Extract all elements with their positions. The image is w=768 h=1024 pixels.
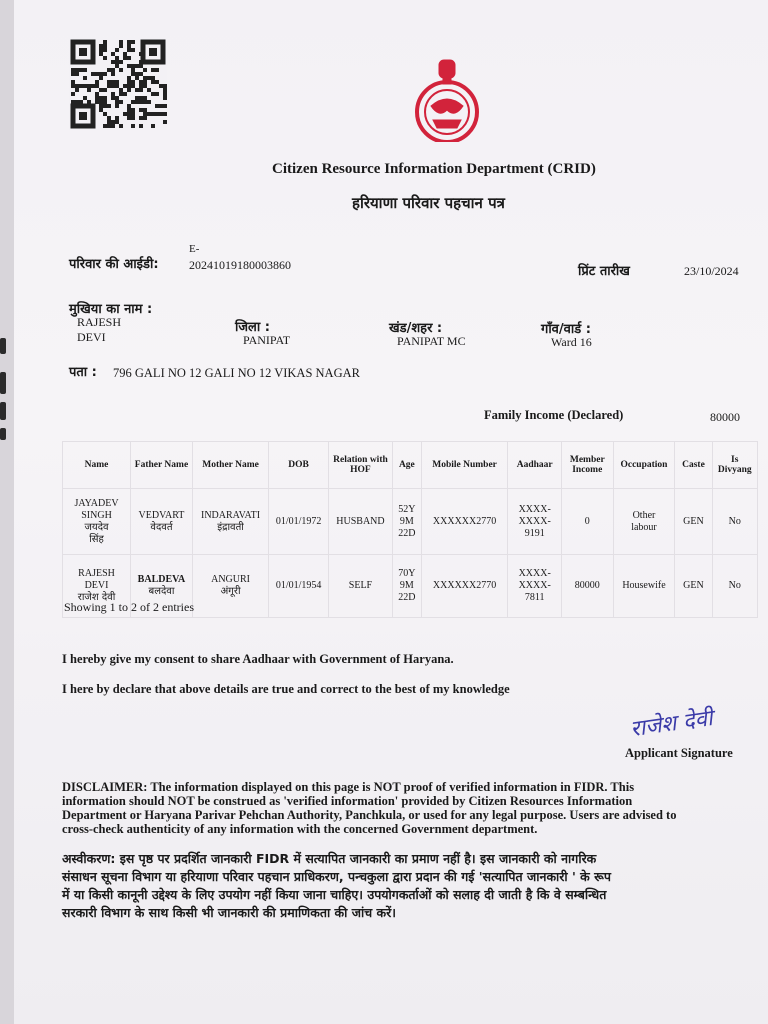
member-mobile: XXXXXX2770 [421,489,508,555]
member-name: JAYADEV SINGH जयदेव सिंह [63,489,131,555]
member-aadhaar: XXXX- XXXX- 9191 [508,489,562,555]
col-header-caste: Caste [675,442,712,489]
family-members-table [62,441,758,618]
family-id-value: 20241019180003860 [189,258,291,272]
block-label: खंड/शहर : [389,321,443,336]
applicant-handwritten-signature [626,692,742,744]
card-title-hindi: हरियाणा परिवार पहचान पत्र [352,194,505,212]
col-header-income: Member Income [562,442,614,489]
head-name-label: मुखिया का नाम : [69,302,153,317]
disclaimer-en-line-3: Department or Haryana Parivar Pehchan Authority, Panchkula, or used for any legal purpose. Users are advised to [62,808,677,822]
col-header-name: Name [63,442,131,489]
member-name: RAJESH DEVI राजेश देवी [63,555,131,618]
ward-label: गाँव/वार्ड : [541,322,591,337]
member-relation: HUSBAND [329,489,393,555]
col-header-mobile: Mobile Number [421,442,508,489]
col-header-mother: Mother Name [192,442,268,489]
disclaimer-hi-line-4: सरकारी विभाग के साथ किसी भी जानकारी की प्रमाणिकता की जांच करें। [62,905,396,920]
member-caste: GEN [675,489,712,555]
head-first-name: RAJESH [77,315,122,329]
disclaimer-en-line-2: information should NOT be construed as 'verified information' provided by Citizen Resources Information [62,794,633,808]
print-date-label: प्रिंट तारीख [578,264,630,279]
table-header-row [63,442,758,489]
address-label: पता : [69,365,97,380]
aadhaar-consent-text: I hereby give my consent to share Aadhaar with Government of Haryana. [62,652,454,666]
disclaimer-hi-line-3: में या किसी कानूनी उद्देश्य के लिए उपयोग नहीं किया जाना चाहिए। उपयोगकर्ताओं को सलाह दी जाती है कि वे सम्बन्धित [62,887,607,902]
edge-mark [0,402,6,420]
edge-mark [0,428,6,440]
page-edge [0,0,14,1024]
table-row [63,489,758,555]
col-header-occupation: Occupation [613,442,675,489]
member-mobile: XXXXXX2770 [421,555,508,618]
member-dob: 01/01/1954 [269,555,329,618]
col-header-dob: DOB [269,442,329,489]
member-age: 70Y 9M 22D [392,555,421,618]
member-mother: INDARAVATI इंद्रावती [192,489,268,555]
print-date-value: 23/10/2024 [684,264,739,278]
address-value: 796 GALI NO 12 GALI NO 12 VIKAS NAGAR [113,366,360,380]
department-title: Citizen Resource Information Department (CRID) [272,161,596,177]
district-label: जिला : [235,320,270,335]
disclaimer-en-line-4: cross-check authenticity of any information with the concerned Government department. [62,822,538,836]
member-mother: ANGURI अंगूरी [192,555,268,618]
col-header-age: Age [392,442,421,489]
haryana-emblem-icon [413,58,481,142]
district-value: PANIPAT [243,333,291,347]
member-relation: SELF [329,555,393,618]
member-divyang: No [712,555,757,618]
member-occupation: Housewife [613,555,675,618]
member-dob: 01/01/1972 [269,489,329,555]
qr-code-icon [69,38,167,130]
member-father: VEDVART वेदवर्त [131,489,193,555]
table-entries-info: Showing 1 to 2 of 2 entries [64,600,194,614]
disclaimer-hi-line-1: अस्वीकरण: इस पृष्ठ पर प्रदर्शित जानकारी FIDR में सत्यापित जानकारी का प्रमाण नहीं है। इस जानकारी को नागरिक [62,851,597,866]
member-age: 52Y 9M 22D [392,489,421,555]
edge-mark [0,372,6,394]
family-income-value: 80000 [710,410,740,424]
family-income-label: Family Income (Declared) [484,408,624,422]
col-header-relation: Relation with HOF [329,442,393,489]
member-income: 80000 [562,555,614,618]
member-occupation: Other labour [613,489,675,555]
family-id-label: परिवार की आईडी: [69,257,159,272]
head-last-name: DEVI [77,330,106,344]
member-aadhaar: XXXX- XXXX- 7811 [508,555,562,618]
svg-text:राजेश देवी: राजेश देवी [628,706,715,743]
member-divyang: No [712,489,757,555]
block-value: PANIPAT MC [397,334,466,348]
edge-mark [0,338,6,354]
declaration-text: I here by declare that above details are true and correct to the best of my knowledge [62,682,510,696]
member-father: BALDEVA बलदेवा [131,555,193,618]
col-header-divyang: Is Divyang [712,442,757,489]
col-header-father: Father Name [131,442,193,489]
family-id-prefix: E- [189,243,200,255]
member-income: 0 [562,489,614,555]
member-caste: GEN [675,555,712,618]
ward-value: Ward 16 [551,335,592,349]
disclaimer-hi-line-2: संसाधन सूचना विभाग या हरियाणा परिवार पहचान प्राधिकरण, पन्चकुला द्वारा प्रदान की गई 'सत्यापित जानकारी ' के रूप [62,869,611,884]
applicant-signature-label: Applicant Signature [625,746,733,760]
col-header-aadhaar: Aadhaar [508,442,562,489]
disclaimer-en-line-1: DISCLAIMER: The information displayed on this page is NOT proof of verified information in FIDR. This [62,780,635,794]
